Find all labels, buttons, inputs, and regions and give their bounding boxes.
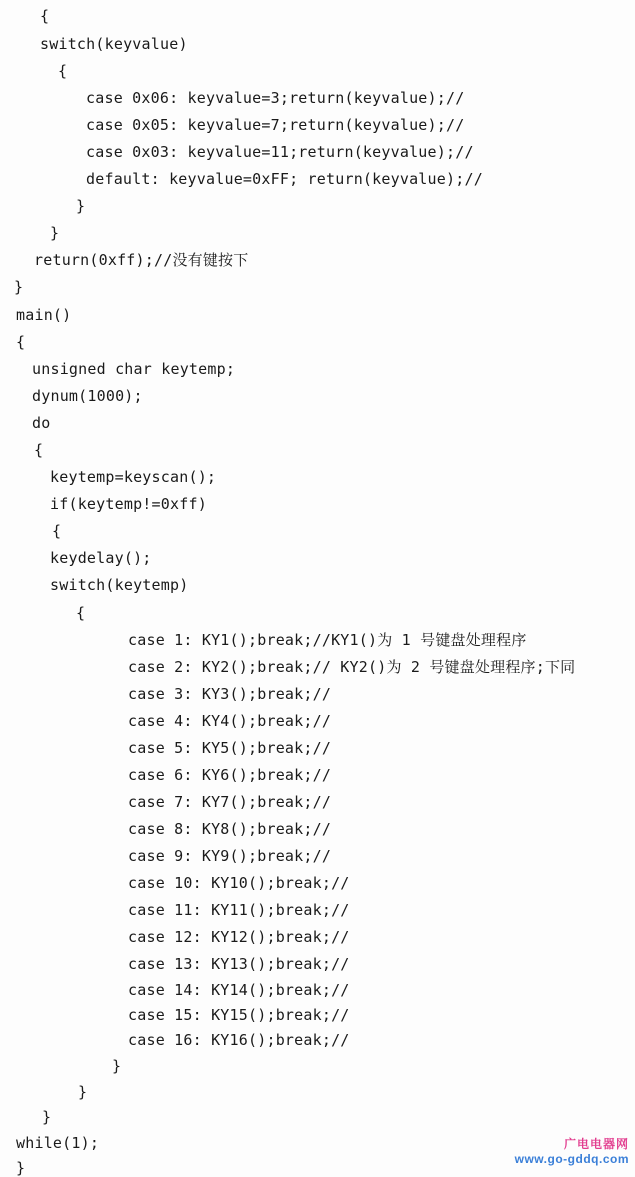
code-line: } [112, 1057, 122, 1075]
code-line: case 14: KY14();break;// [128, 981, 350, 999]
code-line: case 11: KY11();break;// [128, 901, 350, 919]
site-watermark [479, 1137, 629, 1171]
code-line: case 3: KY3();break;// [128, 685, 332, 703]
code-line: case 9: KY9();break;// [128, 847, 332, 865]
code-line: case 13: KY13();break;// [128, 955, 350, 973]
code-line: dynum(1000); [32, 387, 143, 405]
code-line: if(keytemp!=0xff) [50, 495, 207, 513]
code-line: case 6: KY6();break;// [128, 766, 332, 784]
code-line: return(0xff);//没有键按下 [34, 251, 249, 269]
watermark-url: www.go-gddq.com [514, 1152, 629, 1166]
code-line: do [32, 414, 51, 432]
code-line: { [34, 441, 44, 459]
code-line: } [78, 1083, 88, 1101]
code-line: { [52, 522, 62, 540]
code-line: case 12: KY12();break;// [128, 928, 350, 946]
code-line: case 10: KY10();break;// [128, 874, 350, 892]
code-line: case 16: KY16();break;// [128, 1031, 350, 1049]
code-line: case 1: KY1();break;//KY1()为 1 号键盘处理程序 [128, 631, 527, 649]
code-line: default: keyvalue=0xFF; return(keyvalue);// [86, 170, 483, 188]
code-line: case 0x06: keyvalue=3;return(keyvalue);// [86, 89, 465, 107]
code-line: case 15: KY15();break;// [128, 1006, 350, 1024]
code-line: while(1); [16, 1134, 100, 1152]
code-line: } [16, 1159, 26, 1177]
code-line: unsigned char keytemp; [32, 360, 236, 378]
code-line: case 7: KY7();break;// [128, 793, 332, 811]
code-line: { [58, 62, 68, 80]
code-line: { [76, 604, 86, 622]
code-line: case 8: KY8();break;// [128, 820, 332, 838]
code-line: case 0x05: keyvalue=7;return(keyvalue);// [86, 116, 465, 134]
code-line: switch(keytemp) [50, 576, 189, 594]
code-line: } [50, 224, 60, 242]
code-line: keytemp=keyscan(); [50, 468, 217, 486]
code-line: keydelay(); [50, 549, 152, 567]
code-line: case 2: KY2();break;// KY2()为 2 号键盘处理程序;下同 [128, 658, 576, 676]
code-line: case 0x03: keyvalue=11;return(keyvalue);// [86, 143, 474, 161]
code-line: case 5: KY5();break;// [128, 739, 332, 757]
code-line: } [42, 1108, 52, 1126]
code-line: } [76, 197, 86, 215]
code-line: } [14, 278, 24, 296]
code-line: main() [16, 306, 72, 324]
code-line: { [40, 7, 50, 25]
code-line: case 4: KY4();break;// [128, 712, 332, 730]
watermark-site-name: 广电电器网 [563, 1137, 629, 1151]
code-line: { [16, 333, 26, 351]
code-line: switch(keyvalue) [40, 35, 188, 53]
